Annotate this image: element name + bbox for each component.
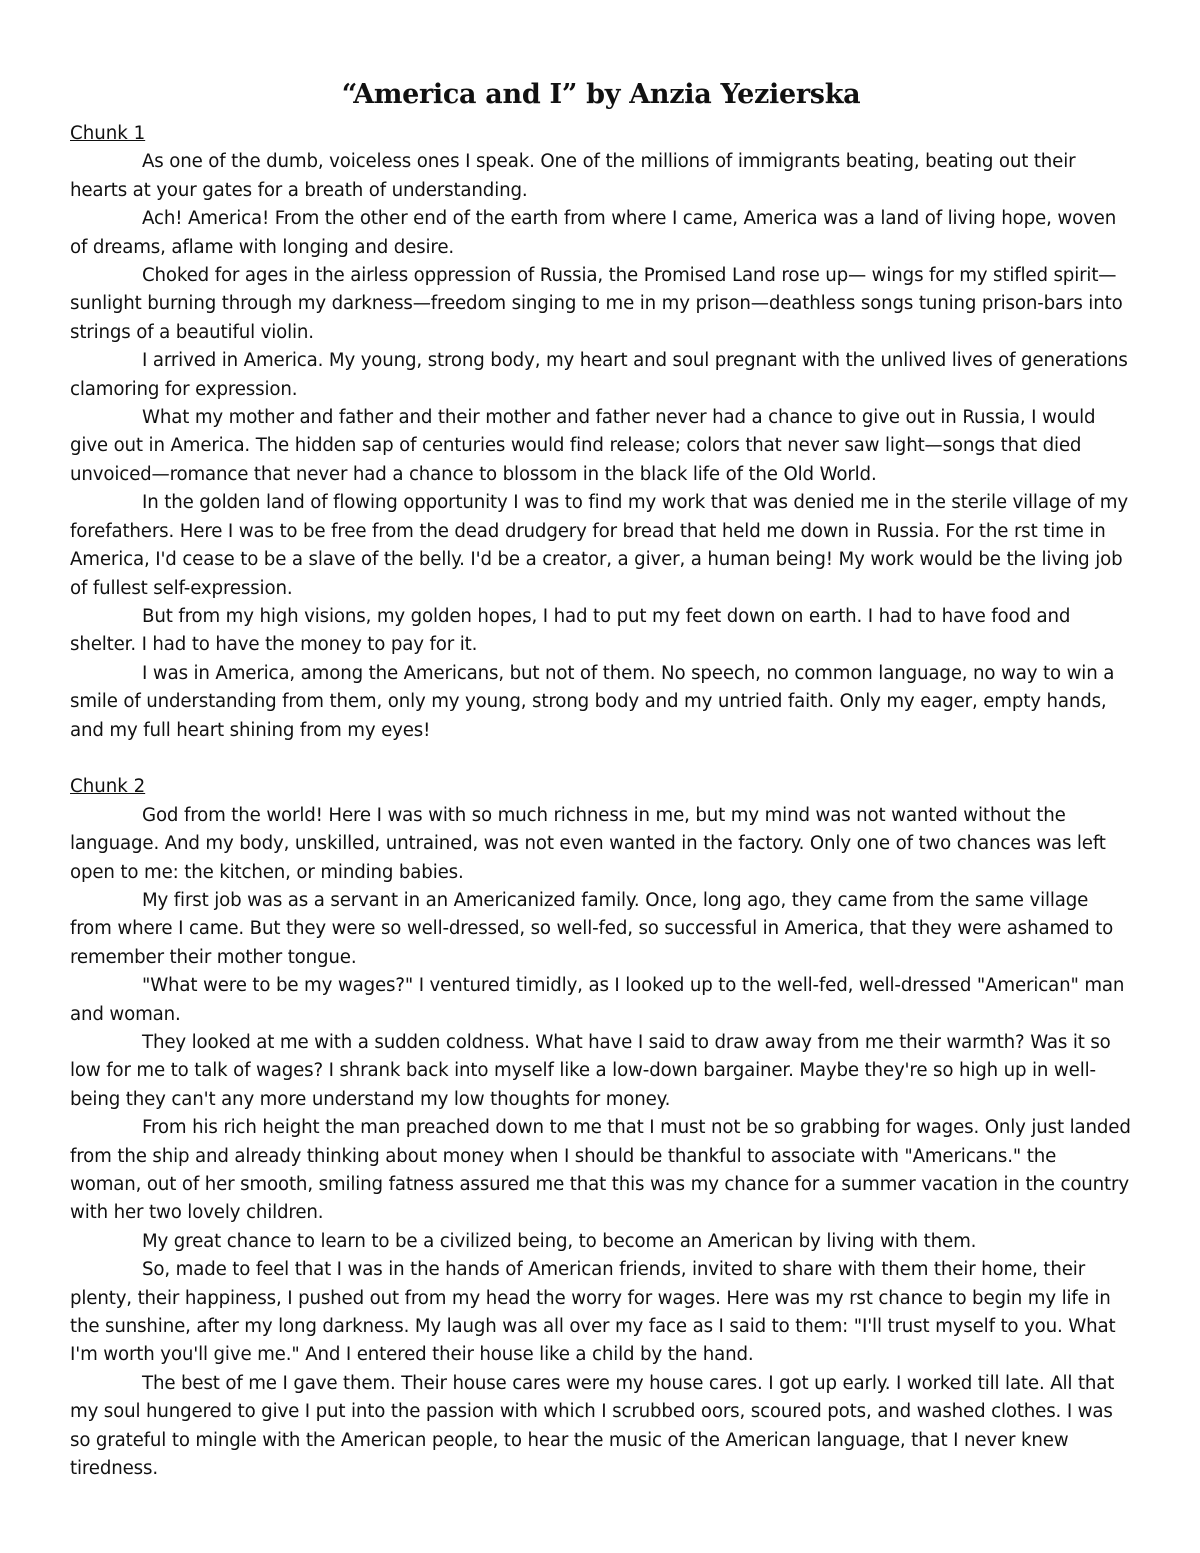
paragraph: I was in America, among the Americans, but not of them. No speech, no common language, no way to win a smile of understanding from them, only my young, strong body and my untried faith. Only my eager, empty hands, and my full heart shining from my eyes! (70, 662, 1115, 741)
chunk-1-heading: Chunk 1 (70, 123, 146, 144)
chunk-2-section (70, 773, 1132, 1483)
paragraph: "What were to be my wages?" I ventured timidly, as I looked up to the well-fed, well-dressed "American" man and woman. (70, 975, 1125, 1025)
paragraph: So, made to feel that I was in the hands of American friends, invited to share with them their home, their plenty, their happiness, I pushed out from my head the worry for wages. Here was my rst chance to begin my life in the sunshine, after my long darkness. My laugh was all over my face as I said to them: "I'll trust myself to you. What I'm worth you'll give me." And I entered their house like a child by the hand. (70, 1259, 1116, 1366)
paragraph: The best of me I gave them. Their house cares were my house cares. I got up early. I worked till late. All that my soul hungered to give I put into the passion with which I scrubbed oors, scoured pots, and washed clothes. I was so grateful to mingle with the American people, to hear the music of the American language, that I never knew tiredness. (70, 1372, 1115, 1480)
chunk-1-section (70, 120, 1132, 745)
paragraph: Ach! America! From the other end of the earth from where I came, America was a land of living hope, woven of dreams, aflame with longing and desire. (70, 208, 1117, 258)
paragraph: God from the world! Here I was with so much richness in me, but my mind was not wanted without the language. And my body, unskilled, untrained, was not even wanted in the factory. Only one of two chances was left open to me: the kitchen, or minding babies. (70, 804, 1106, 883)
chunk-2-heading: Chunk 2 (70, 776, 146, 798)
paragraph: They looked at me with a sudden coldness. What have I said to draw away from me their warmth? Was it so low for me to talk of wages? I shrank back into myself like a low-down bargainer. Maybe they're so high up in well-being they can't any more understand my low thoughts for money. (70, 1031, 1111, 1110)
document-title: “America and I” by Anzia Yezierska (341, 79, 861, 110)
paragraph: As one of the dumb, voiceless ones I speak. One of the millions of immigrants beating, beating out their hearts at your gates for a breath of understanding. (70, 151, 1076, 201)
paragraph: But from my high visions, my golden hopes, I had to put my feet down on earth. I had to have food and shelter. I had to have the money to pay for it. (70, 605, 1071, 656)
paragraph: My great chance to learn to be a civilized being, to become an American by living with them. (142, 1230, 977, 1252)
paragraph: What my mother and father and their mother and father never had a chance to give out in Russia, I would give out in America. The hidden sap of centuries would find release; colors that never saw light—songs that died unvoiced—romance that never had a chance to blossom in the black life of the Old World. (70, 407, 1096, 485)
paragraph: I arrived in America. My young, strong body, my heart and soul pregnant with the unlived lives of generations clamoring for expression. (70, 350, 1128, 400)
paragraph: Choked for ages in the airless oppression of Russia, the Promised Land rose up— wings for my stifled spirit—sunlight burning through my darkness—freedom singing to me in my prison—deathless songs tuning prison-bars into strings of a beautiful violin. (70, 265, 1123, 343)
paragraph: My first job was as a servant in an Americanized family. Once, long ago, they came from the same village from where I came. But they were so well-dressed, so well-fed, so successful in America, that they were ashamed to remember their mother tongue. (70, 889, 1114, 968)
section-spacer (70, 745, 1132, 773)
document-page (70, 76, 1132, 1483)
paragraph: In the golden land of flowing opportunity I was to find my work that was denied me in the sterile village of my forefathers. Here I was to be free from the dead drudgery for bread that held me down in Russia. For the rst time in America, I'd cease to be a slave of the belly. I'd be a creator, a giver, a human being! My work would be the living job of fullest self-expression. (70, 492, 1128, 599)
paragraph: From his rich height the man preached down to me that I must not be so grabbing for wages. Only just landed from the ship and already thinking about money when I should be thankful to associate with "Americans." the woman, out of her smooth, smiling fatness assured me that this was my chance for a summer vacation in the country with her two lovely children. (70, 1117, 1131, 1224)
